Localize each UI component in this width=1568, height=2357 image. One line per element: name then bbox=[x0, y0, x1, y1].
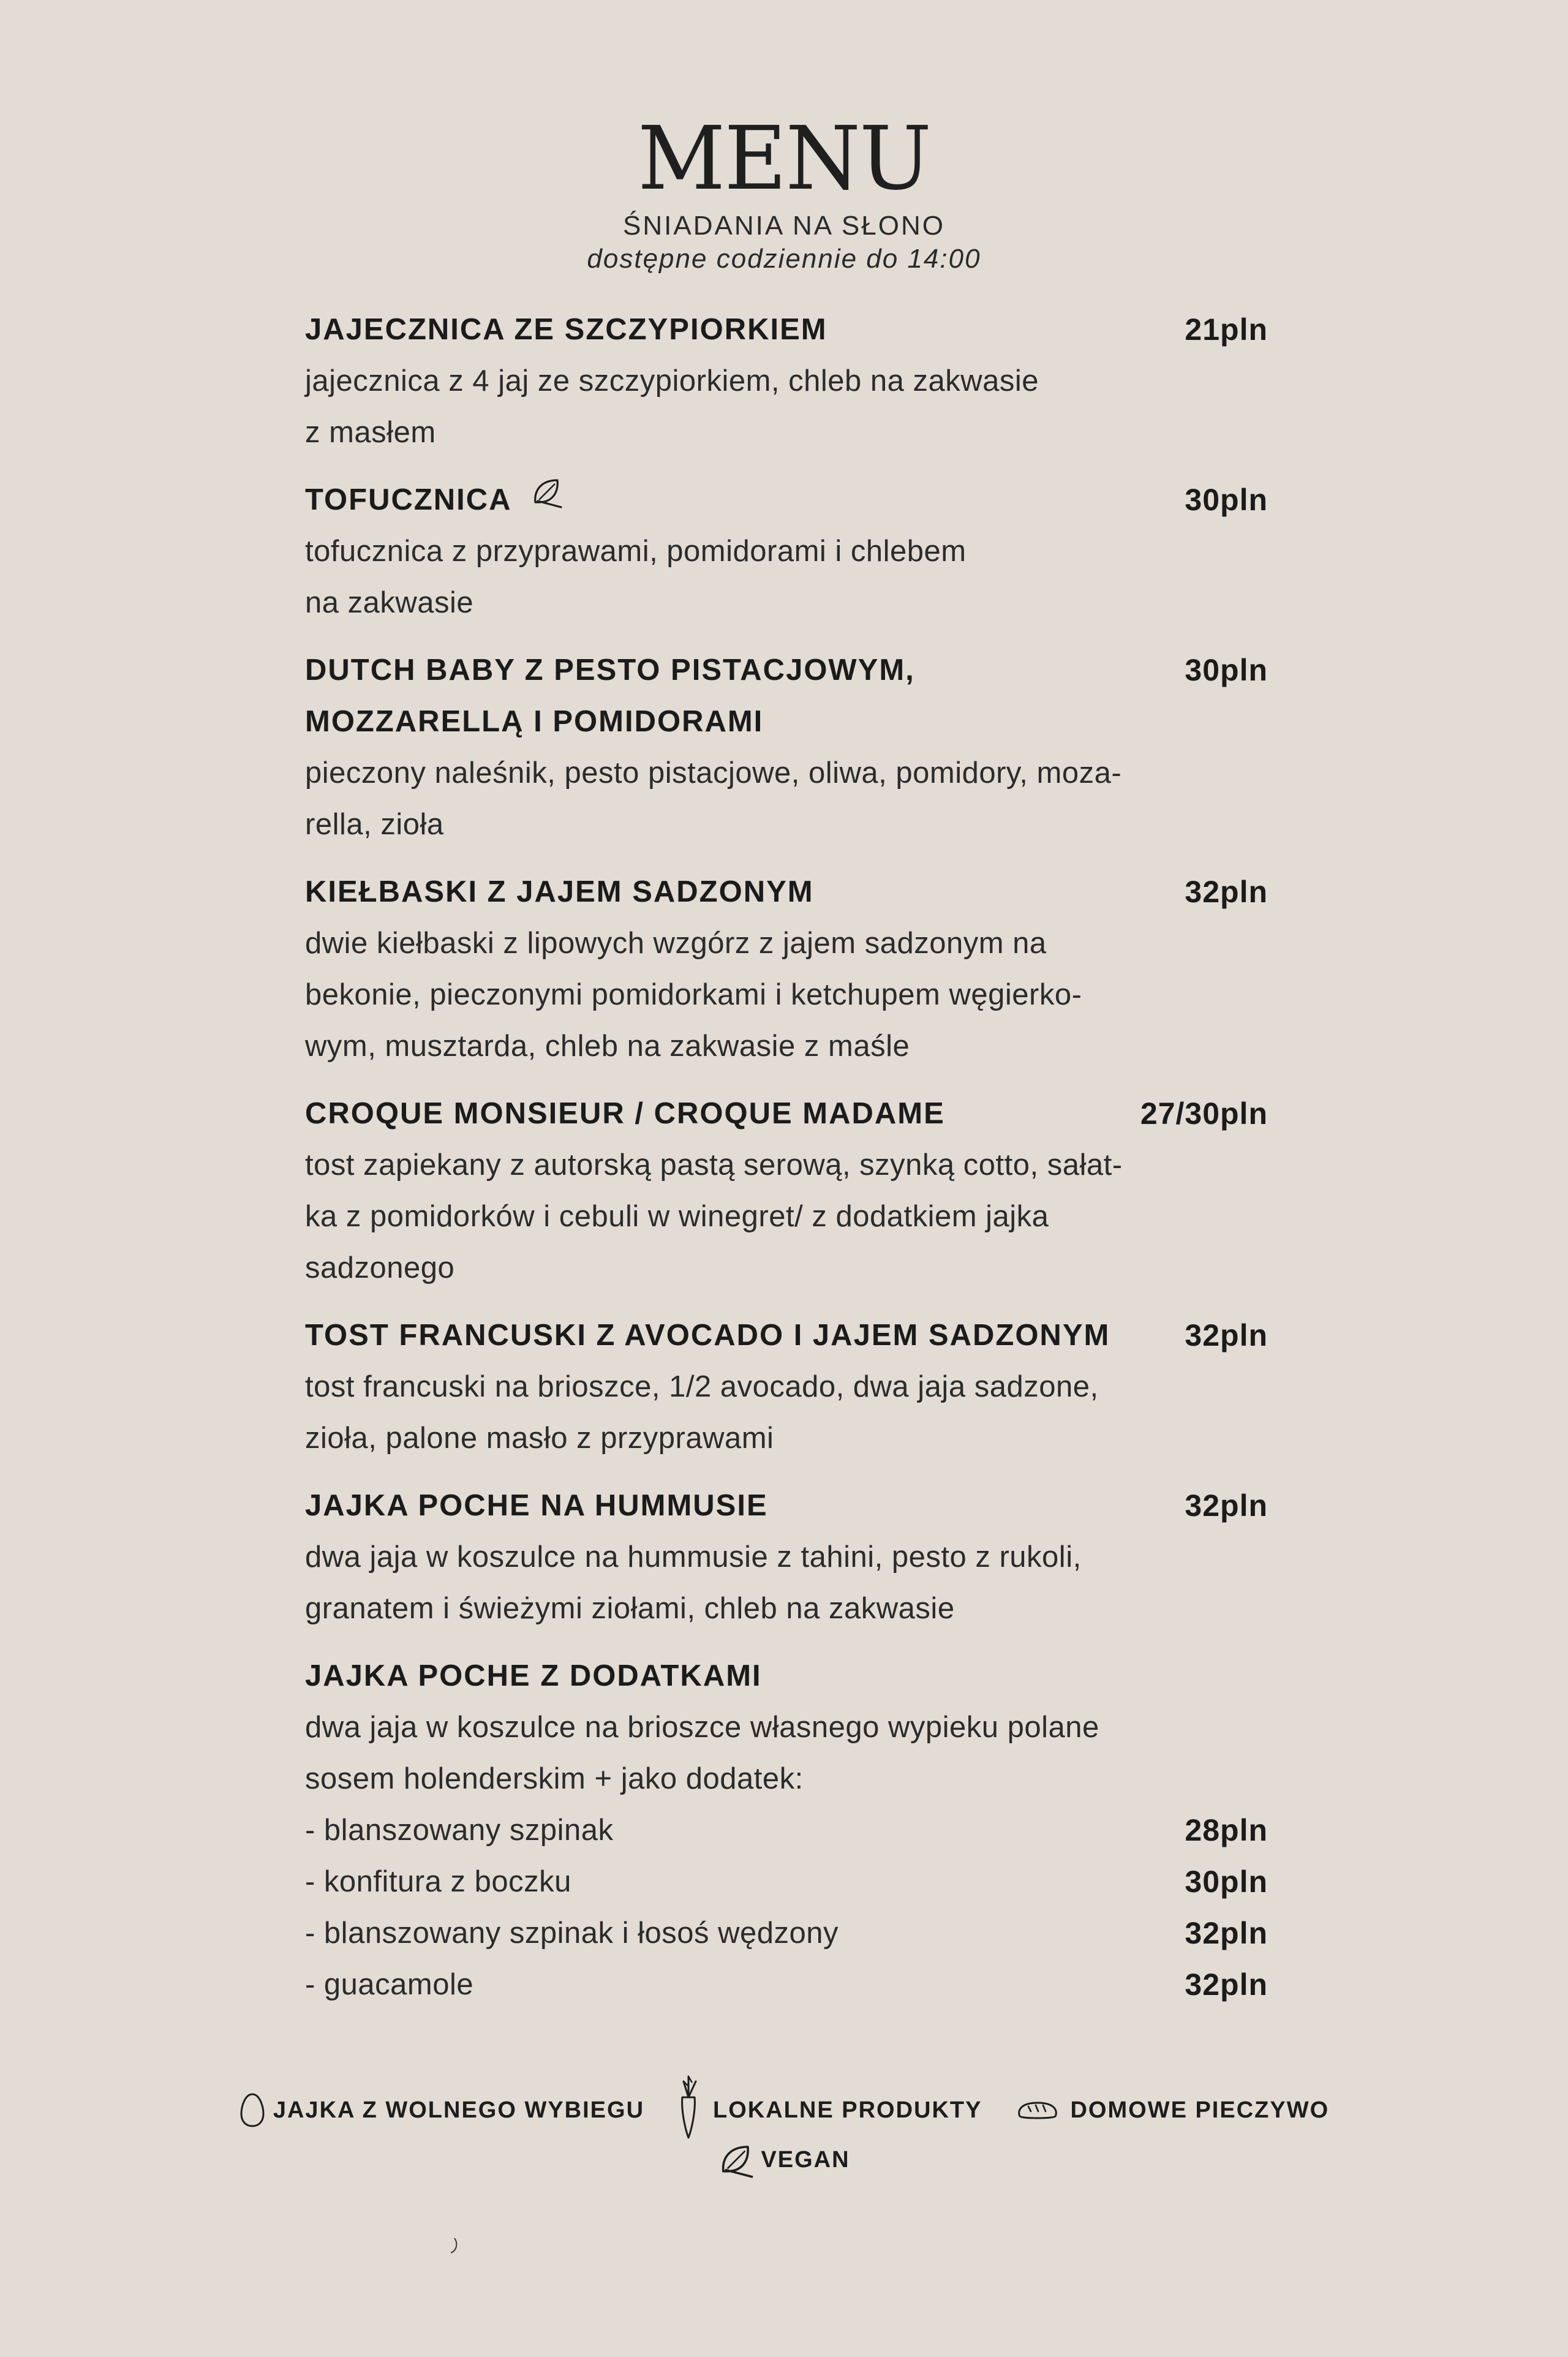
description-line: sadzonego bbox=[305, 1251, 455, 1284]
carrot-icon bbox=[675, 2073, 702, 2140]
menu-item bbox=[305, 866, 1268, 1072]
item-name-wrap bbox=[305, 474, 564, 526]
description-line: na zakwasie bbox=[305, 586, 474, 619]
item-description bbox=[305, 1361, 1181, 1464]
availability-hours: dostępne codziennie do 14:00 bbox=[587, 244, 981, 274]
option-row bbox=[305, 1959, 1268, 2010]
legend-item-local-products bbox=[675, 2080, 982, 2140]
menu-item bbox=[305, 644, 1268, 850]
option-name: - blanszowany szpinak i łosoś wędzony bbox=[305, 1917, 839, 1950]
leaf-icon bbox=[530, 473, 564, 524]
legend-label: JAJKA Z WOLNEGO WYBIEGU bbox=[273, 2097, 645, 2123]
item-name: DUTCH BABY Z PESTO PISTACJOWYM, bbox=[305, 654, 915, 687]
item-description bbox=[305, 1702, 1181, 1805]
menu-item bbox=[305, 1310, 1268, 1464]
item-description bbox=[305, 747, 1181, 850]
description-line: zioła, palone masło z przyprawami bbox=[305, 1422, 774, 1455]
item-name: KIEŁBASKI Z JAJEM SADZONYM bbox=[305, 875, 814, 908]
option-price: 28pln bbox=[1185, 1813, 1268, 1847]
item-name: TOST FRANCUSKI Z AVOCADO I JAJEM SADZONYM bbox=[305, 1319, 1110, 1352]
option-price: 30pln bbox=[1185, 1865, 1268, 1899]
item-price: 30pln bbox=[1185, 653, 1268, 687]
description-line: granatem i świeżymi ziołami, chleb na zakwasie bbox=[305, 1592, 955, 1625]
item-description bbox=[305, 526, 1181, 628]
option-name: - konfitura z boczku bbox=[305, 1865, 571, 1898]
option-row bbox=[305, 1805, 1268, 1856]
decorative-mark bbox=[448, 2237, 461, 2258]
menu-title: MENU bbox=[637, 108, 931, 210]
item-name: JAJKA POCHE Z DODATKAMI bbox=[305, 1659, 762, 1692]
description-line: dwa jaja w koszulce na brioszce własnego wypieku polane bbox=[305, 1711, 1099, 1744]
menu-item bbox=[305, 1650, 1268, 2010]
description-line: tost zapiekany z autorską pastą serową, szynką cotto, sałat- bbox=[305, 1148, 1123, 1182]
description-line: dwa jaja w koszulce na hummusie z tahini, pesto z rukoli, bbox=[305, 1541, 1082, 1574]
item-price: 30pln bbox=[1185, 483, 1268, 517]
legend-second-row bbox=[0, 2141, 1568, 2178]
item-price: 32pln bbox=[1185, 875, 1268, 909]
description-line: dwie kiełbaski z lipowych wzgórz z jajem sadzonym na bbox=[305, 927, 1047, 960]
description-line: wym, musztarda, chleb na zakwasie z maśle bbox=[305, 1030, 910, 1063]
description-line: sosem holenderskim + jako dodatek: bbox=[305, 1762, 804, 1795]
description-line: tost francuski na brioszce, 1/2 avocado, dwa jaja sadzone, bbox=[305, 1370, 1099, 1403]
item-price: 21pln bbox=[1185, 312, 1268, 347]
legend-label: DOMOWE PIECZYWO bbox=[1070, 2097, 1330, 2123]
description-line: rella, zioła bbox=[305, 808, 444, 841]
description-line: bekonie, pieczonymi pomidorkami i ketchupem węgierko- bbox=[305, 978, 1082, 1011]
item-price: 27/30pln bbox=[1140, 1096, 1268, 1131]
item-description bbox=[305, 355, 1181, 458]
legend-item-free-range-eggs bbox=[239, 2092, 644, 2129]
bread-icon bbox=[1016, 2098, 1059, 2122]
item-description bbox=[305, 918, 1181, 1072]
option-name: - guacamole bbox=[305, 1968, 474, 2001]
option-price: 32pln bbox=[1185, 1967, 1268, 2002]
item-name: JAJECZNICA ZE SZCZYPIORKIEM bbox=[305, 313, 827, 346]
menu-item bbox=[305, 474, 1268, 628]
legend bbox=[0, 2080, 1568, 2140]
description-line: ka z pomidorków i cebuli w winegret/ z dodatkiem jajka bbox=[305, 1200, 1049, 1233]
description-line: z masłem bbox=[305, 416, 436, 449]
description-line: jajecznica z 4 jaj ze szczypiorkiem, chleb na zakwasie bbox=[305, 364, 1039, 398]
menu-item bbox=[305, 1088, 1268, 1294]
menu-item bbox=[305, 304, 1268, 458]
menu-item bbox=[305, 1480, 1268, 1634]
item-name: CROQUE MONSIEUR / CROQUE MADAME bbox=[305, 1097, 945, 1130]
leaf-icon bbox=[718, 2141, 755, 2178]
item-name: JAJKA POCHE NA HUMMUSIE bbox=[305, 1489, 768, 1522]
item-price: 32pln bbox=[1185, 1318, 1268, 1352]
legend-label: VEGAN bbox=[761, 2146, 850, 2173]
description-line: tofucznica z przyprawami, pomidorami i chlebem bbox=[305, 535, 967, 568]
item-name: TOFUCZNICA bbox=[305, 483, 512, 516]
legend-label: LOKALNE PRODUKTY bbox=[713, 2097, 982, 2123]
item-price: 32pln bbox=[1185, 1488, 1268, 1523]
legend-item-vegan bbox=[718, 2141, 850, 2178]
description-line: pieczony naleśnik, pesto pistacjowe, oliwa, pomidory, moza- bbox=[305, 756, 1122, 790]
option-name: - blanszowany szpinak bbox=[305, 1814, 614, 1847]
option-price: 32pln bbox=[1185, 1916, 1268, 1950]
item-description bbox=[305, 1531, 1181, 1634]
item-description bbox=[305, 1139, 1181, 1294]
legend-item-homemade-bread bbox=[1016, 2097, 1329, 2124]
option-row bbox=[305, 1907, 1268, 1959]
section-title: ŚNIADANIA NA SŁONO bbox=[623, 211, 945, 241]
option-row bbox=[305, 1856, 1268, 1907]
egg-icon bbox=[239, 2092, 266, 2129]
item-name-line2: MOZZARELLĄ I POMIDORAMI bbox=[305, 705, 764, 738]
